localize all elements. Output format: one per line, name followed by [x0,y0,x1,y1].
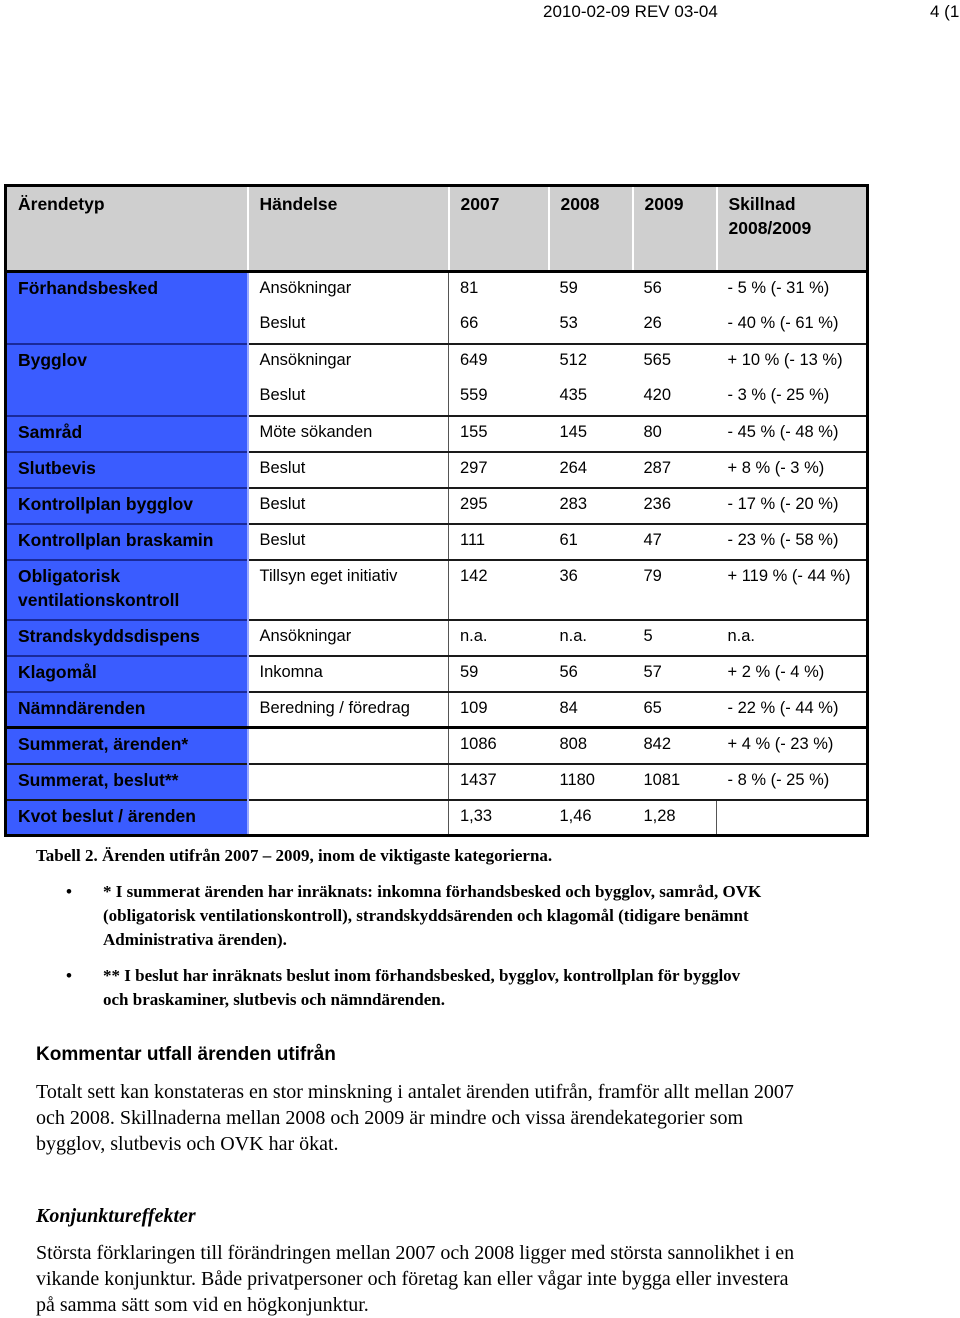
table-row [6,524,868,560]
event-cell: Beslut [248,308,449,344]
column-header: Skillnad 2008/2009 [717,186,868,272]
difference-cell: - 45 % (- 48 %) [717,416,868,452]
table-row [6,560,868,620]
difference-cell: - 17 % (- 20 %) [717,488,868,524]
value-2009-cell: 1,28 [633,800,717,836]
event-cell: Ansökningar [248,620,449,656]
bullet-icon: • [66,882,72,901]
value-2007-cell: 559 [460,385,488,404]
value-2008-cell: 59 [549,272,633,308]
section-paragraph: Största förklaringen till förändringen mellan 2007 och 2008 ligger med största sannolikhet i en vikande konjunktur. Både privatpersoner och företag kan eller vågar inte bygga eller investera på samma sätt som vid en högkonjunktur. [36,1242,795,1316]
event-cell: Beslut [248,488,449,524]
category-cell: Klagomål [6,656,248,692]
value-2008-cell: 53 [559,313,578,332]
value-2009-cell: 80 [633,416,717,452]
bullet-icon: • [66,966,72,985]
column-header: 2009 [633,186,717,272]
difference-cell: - 3 % (- 25 %) [717,380,868,416]
difference-cell: + 4 % (- 23 %) [717,728,868,764]
difference-cell: - 8 % (- 25 %) [717,764,868,800]
column-header: Händelse [248,186,449,272]
statistics-table [4,184,869,837]
table-header-row [6,186,868,272]
value-2008-cell: 145 [549,416,633,452]
value-2007-cell: 155 [449,416,549,452]
value-2008-cell: 435 [559,385,588,404]
value-2009-cell: 565 [633,344,717,380]
event-cell: Ansökningar [248,272,449,308]
difference-cell: n.a. [717,620,868,656]
value-2008-cell: 84 [549,692,633,728]
value-2009-cell: 26 [643,313,662,332]
difference-cell: + 8 % (- 3 %) [717,452,868,488]
event-cell: Beslut [248,524,449,560]
table-row [6,692,868,728]
category-cell: Samråd [6,416,248,452]
difference-cell: - 40 % (- 61 %) [717,308,868,344]
table-row [6,452,868,488]
value-2007-cell: 59 [449,656,549,692]
value-2007-cell: n.a. [449,620,549,656]
event-cell: Beslut [248,380,449,416]
table-row [6,380,868,416]
category-cell [6,308,248,344]
table-row [6,488,868,524]
difference-cell: - 23 % (- 58 %) [717,524,868,560]
value-2007-cell: 142 [449,560,549,620]
value-2007-cell: 1,33 [449,800,549,836]
value-2007-cell: 649 [449,344,549,380]
table-caption: Tabell 2. Ärenden utifrån 2007 – 2009, inom de viktigaste kategorierna. [36,846,553,865]
list-item [62,964,762,1012]
value-2009-cell: 236 [633,488,717,524]
summary-label-cell: Kvot beslut / ärenden [6,800,248,836]
table-row [6,344,868,380]
value-2009-cell: 57 [633,656,717,692]
category-cell: Kontrollplan braskamin [6,524,248,560]
value-2007-cell: 1437 [449,764,549,800]
footnote-text: ** I beslut har inräknats beslut inom förhandsbesked, bygglov, kontrollplan för bygglov och braskaminer, slutbevis och nämndärenden. [103,966,741,1009]
value-2008-cell: 56 [549,656,633,692]
value-2008-cell: 1,46 [549,800,633,836]
category-cell: Nämndärenden [6,692,248,728]
footnote-list [62,880,762,1024]
value-2007-cell: 295 [449,488,549,524]
category-cell: Strandskyddsdispens [6,620,248,656]
value-2007-cell: 1086 [449,728,549,764]
event-cell: Möte sökanden [248,416,449,452]
value-2009-cell: 5 [633,620,717,656]
value-2008-cell: 36 [549,560,633,620]
summary-label-cell: Summerat, ärenden* [6,728,248,764]
table-row [6,620,868,656]
column-header: 2008 [549,186,633,272]
difference-cell: + 2 % (- 4 %) [717,656,868,692]
difference-cell [717,800,868,836]
page-number: 4 (1 [930,2,960,21]
summary-row [6,728,868,764]
value-2009-cell: 420 [643,385,672,404]
value-2008-cell: 283 [549,488,633,524]
value-2009-cell: 65 [633,692,717,728]
value-2007-cell: 109 [449,692,549,728]
table-row [6,272,868,308]
page-header [0,0,960,24]
section-paragraph: Totalt sett kan konstateras en stor minskning i antalet ärenden utifrån, framför allt mellan 2007 och 2008. Skillnaderna mellan 2008 och 2009 är mindre och vissa ärendekategorier som bygglov, slutbevis och OVK har ökat. [36,1081,794,1155]
value-2008-cell: 1180 [549,764,633,800]
difference-cell: + 10 % (- 13 %) [717,344,868,380]
value-2008-cell: 512 [549,344,633,380]
category-cell: Obligatorisk ventilationskontroll [6,560,248,620]
table-row [6,308,868,344]
category-cell: Bygglov [6,344,248,380]
value-2008-cell: n.a. [549,620,633,656]
event-cell: Tillsyn eget initiativ [248,560,449,620]
event-cell: Ansökningar [248,344,449,380]
category-cell: Slutbevis [6,452,248,488]
empty-cell [248,764,449,800]
difference-cell: + 119 % (- 44 %) [717,560,868,620]
list-item [62,880,762,952]
summary-label-cell: Summerat, beslut** [6,764,248,800]
table-row [6,656,868,692]
empty-cell [248,800,449,836]
category-cell [6,380,248,416]
value-2007-cell: 111 [449,524,549,560]
difference-cell: - 5 % (- 31 %) [717,272,868,308]
column-header: 2007 [449,186,549,272]
footnote-text: * I summerat ärenden har inräknats: inkomna förhandsbesked och bygglov, samråd, OVK (obligatorisk ventilationskontroll), strandskyddsärenden och klagomål (tidigare benämnt Administrativa ärenden). [103,882,762,949]
value-2009-cell: 56 [633,272,717,308]
event-cell: Beslut [248,452,449,488]
event-cell: Beredning / föredrag [248,692,449,728]
value-2007-cell: 297 [449,452,549,488]
difference-cell: - 22 % (- 44 %) [717,692,868,728]
section-heading: Kommentar utfall ärenden utifrån [36,1044,336,1065]
category-cell: Förhandsbesked [6,272,248,308]
value-2009-cell: 842 [633,728,717,764]
category-cell: Kontrollplan bygglov [6,488,248,524]
value-2008-cell: 61 [549,524,633,560]
document-date-revision: 2010-02-09 REV 03-04 [543,2,718,21]
value-2009-cell: 79 [633,560,717,620]
value-2009-cell: 287 [633,452,717,488]
value-2007-cell: 81 [449,272,549,308]
empty-cell [248,728,449,764]
value-2008-cell: 808 [549,728,633,764]
table-row [6,416,868,452]
column-header: Ärendetyp [6,186,248,272]
summary-row [6,764,868,800]
value-2007-cell: 66 [460,313,479,332]
value-2009-cell: 1081 [633,764,717,800]
section-heading: Konjunktureffekter [36,1205,196,1227]
event-cell: Inkomna [248,656,449,692]
summary-row [6,800,868,836]
value-2008-cell: 264 [549,452,633,488]
value-2009-cell: 47 [633,524,717,560]
